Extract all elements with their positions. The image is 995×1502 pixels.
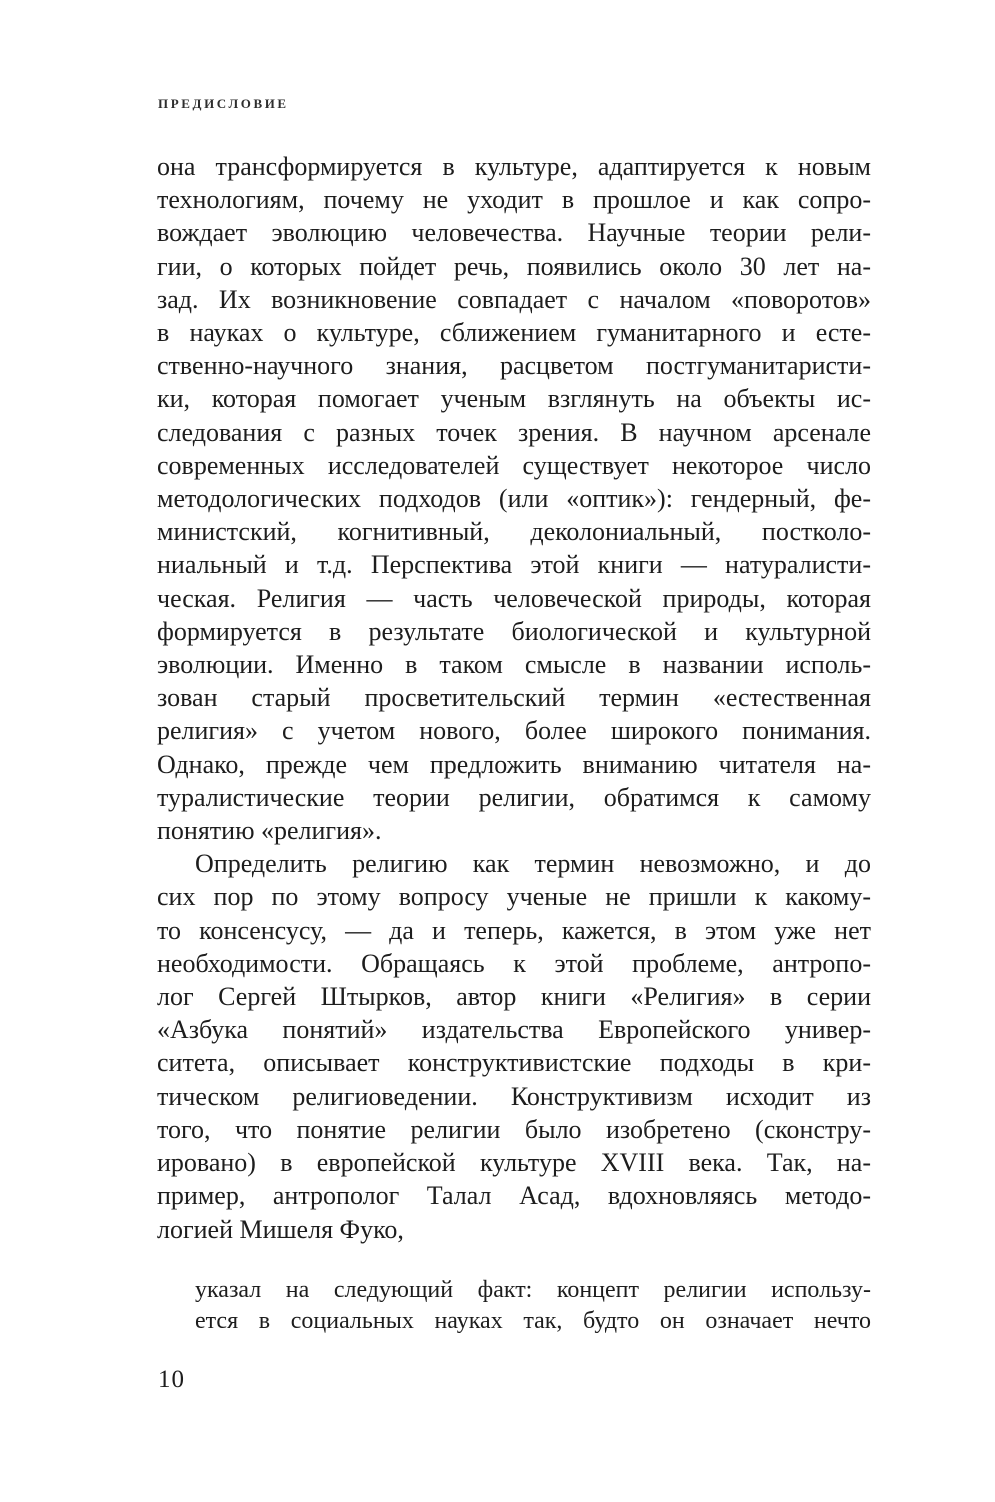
text-line: ниальный и т.д. Перспектива этой книги — натуралисти-: [157, 550, 871, 580]
body-paragraph: [157, 847, 871, 1245]
text-line: ется в социальных науках так, будто он означает нечто: [195, 1307, 871, 1334]
page-number: 10: [158, 1366, 185, 1393]
text-line: гии, о которых пойдет речь, появились около 30 лет на-: [157, 251, 871, 281]
text-line: ситета, описывает конструктивистские подходы в кри-: [157, 1048, 871, 1078]
text-line: туралистические теории религии, обратимся к самому: [157, 782, 871, 812]
running-header: ПРЕДИСЛОВИЕ: [158, 96, 289, 111]
text-line: ственно-научного знания, расцветом постгуманитаристи-: [157, 351, 871, 381]
text-line: эволюции. Именно в таком смысле в названии исполь-: [157, 650, 871, 680]
text-line: зован старый просветительский термин «естественная: [157, 683, 871, 713]
text-line: ировано) в европейской культуре XVIII века. Так, на-: [157, 1148, 871, 1178]
text-line: религия» с учетом нового, более широкого понимания.: [157, 716, 871, 746]
text-line: «Азбука понятий» издательства Европейского универ-: [157, 1015, 871, 1045]
text-line: то консенсусу, — да и теперь, кажется, в этом уже нет: [157, 915, 871, 945]
block-quote: [195, 1275, 871, 1337]
text-line: она трансформируется в культуре, адаптируется к новым: [157, 152, 871, 181]
text-line: вождает эволюцию человечества. Научные теории рели-: [157, 218, 871, 248]
text-line: в науках о культуре, сближением гуманитарного и есте-: [157, 318, 871, 348]
text-line: современных исследователей существует некоторое число: [157, 450, 871, 480]
text-line: Однако, прежде чем предложить вниманию читателя на-: [157, 749, 871, 779]
text-line: сих пор по этому вопросу ученые не пришли к какому-: [157, 882, 871, 912]
text-line: формируется в результате биологической и культурной: [157, 616, 871, 646]
text-line: следования с разных точек зрения. В научном арсенале: [157, 417, 871, 447]
text-line: методологических подходов (или «оптик»): гендерный, фе-: [157, 484, 871, 514]
text-line: тическом религиоведении. Конструктивизм исходит из: [157, 1081, 871, 1111]
text-line: ческая. Религия — часть человеческой природы, которая: [157, 583, 871, 613]
text-line: министский, когнитивный, деколониальный, постколо-: [157, 517, 871, 547]
text-line: необходимости. Обращаясь к этой проблеме, антропо-: [157, 948, 871, 978]
text-line: зад. Их возникновение совпадает с началом «поворотов»: [157, 284, 871, 314]
text-line: понятию «религия».: [157, 816, 382, 846]
text-line: Определить религию как термин невозможно, и до: [195, 849, 871, 879]
text-line: логией Мишеля Фуко,: [157, 1214, 404, 1244]
text-line: лог Сергей Штырков, автор книги «Религия» в серии: [157, 982, 871, 1012]
text-line: ки, которая помогает ученым взглянуть на объекты ис-: [157, 384, 871, 414]
body-paragraph: [157, 150, 871, 847]
text-line: того, что понятие религии было изобретено (сконстру-: [157, 1114, 871, 1144]
text-line: указал на следующий факт: концепт религии использу-: [195, 1276, 871, 1303]
text-line: пример, антрополог Талал Асад, вдохновляясь методо-: [157, 1181, 871, 1211]
text-block: [157, 150, 871, 1337]
text-line: технологиям, почему не уходит в прошлое и как сопро-: [157, 185, 871, 215]
